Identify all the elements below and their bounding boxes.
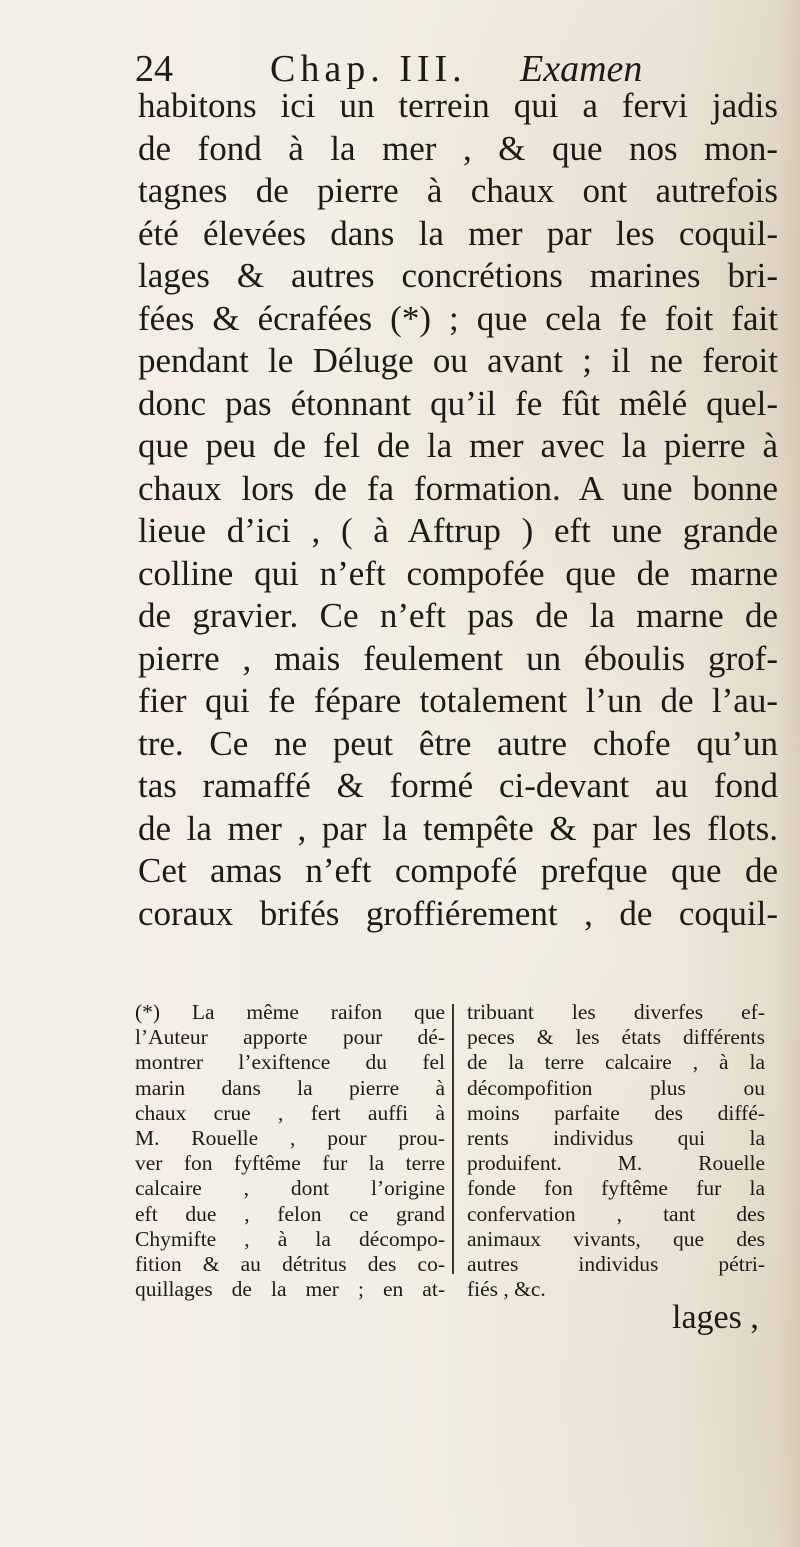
footnote-line: tribuant les diverfes ef- — [467, 1000, 765, 1024]
footnote-line: fition & au détritus des co- — [135, 1251, 445, 1276]
footnote-line: décompofition plus ou — [467, 1075, 765, 1100]
footnote-line: de la terre calcaire , à la — [467, 1050, 765, 1075]
text-line: pendant le Déluge ou avant ; il ne feroit — [138, 341, 778, 380]
text-line: que peu de fel de la mer avec la pierre à — [138, 426, 778, 465]
text-line: tas ramaffé & formé ci-devant au fond — [138, 766, 778, 805]
text-line: été élevées dans la mer par les coquil- — [138, 213, 778, 253]
text-line: pierre , mais feulement un éboulis grof- — [138, 638, 778, 678]
footnote-line: chaux crue , fert auffi à — [135, 1100, 445, 1125]
footnote-column-right — [467, 1000, 765, 1302]
footnote-line: ver fon fyftême fur la terre — [135, 1151, 445, 1176]
footnote-line: confervation , tant des — [467, 1201, 765, 1226]
main-text — [138, 85, 778, 935]
footnote-line: M. Rouelle , pour prou- — [135, 1125, 445, 1150]
text-line: donc pas étonnant qu’il fe fût mêlé quel- — [138, 383, 778, 423]
footnote-line: fiés , &c. — [467, 1277, 546, 1302]
footnote-line: autres individus pétri- — [467, 1251, 765, 1276]
footnote-line: animaux vivants, que des — [467, 1226, 765, 1251]
catchword: lages , — [672, 1299, 759, 1336]
text-line: lieue d’ici , ( à Aftrup ) eft une grande — [138, 511, 778, 550]
footnote-line: calcaire , dont l’origine — [135, 1176, 445, 1201]
column-divider — [452, 1004, 454, 1274]
footnote-line: rents individus qui la — [467, 1125, 765, 1150]
footnote-line: quillages de la mer ; en at- — [135, 1277, 445, 1302]
footnote-line: Chymifte , à la décompo- — [135, 1226, 445, 1251]
footnote-line: peces & les états différents — [467, 1025, 765, 1050]
text-line: de gravier. Ce n’eft pas de la marne de — [138, 596, 778, 635]
page-number: 24 — [135, 48, 173, 90]
footnotes — [0, 1000, 800, 1400]
footnote-line: (*) La même raifon que — [135, 1000, 445, 1024]
text-line: fées & écrafées (*) ; que cela fe foit fait — [138, 298, 778, 338]
footnote-line: l’Auteur apporte pour dé- — [135, 1025, 445, 1050]
footnote-line: marin dans la pierre à — [135, 1075, 445, 1100]
footnote-line: fonde fon fyftême fur la — [467, 1176, 765, 1201]
text-line: fier qui fe fépare totalement l’un de l’au- — [138, 681, 778, 720]
footnote-column-left — [135, 1000, 445, 1302]
running-title: Examen — [520, 48, 643, 90]
text-line: de fond à la mer , & que nos mon- — [138, 128, 778, 168]
footnote-line: moins parfaite des diffé- — [467, 1100, 765, 1125]
text-line: chaux lors de fa formation. A une bonne — [138, 468, 778, 508]
footnote-line: produifent. M. Rouelle — [467, 1151, 765, 1176]
text-line: colline qui n’eft compofée que de marne — [138, 553, 778, 593]
text-line: habitons ici un terrein qui a fervi jadis — [138, 86, 778, 125]
text-line: tre. Ce ne peut être autre chofe qu’un — [138, 723, 778, 763]
text-line: de la mer , par la tempête & par les flots. — [138, 808, 778, 848]
chapter-title: Chap. III. — [270, 48, 467, 90]
text-line: coraux brifés groffiérement , de coquil- — [138, 893, 778, 933]
footnote-line: montrer l’exiftence du fel — [135, 1050, 445, 1075]
text-line: lages & autres concrétions marines bri- — [138, 256, 778, 295]
footnote-line: eft due , felon ce grand — [135, 1201, 445, 1226]
text-line: tagnes de pierre à chaux ont autrefois — [138, 171, 778, 210]
text-line: Cet amas n’eft compofé prefque que de — [138, 851, 778, 890]
